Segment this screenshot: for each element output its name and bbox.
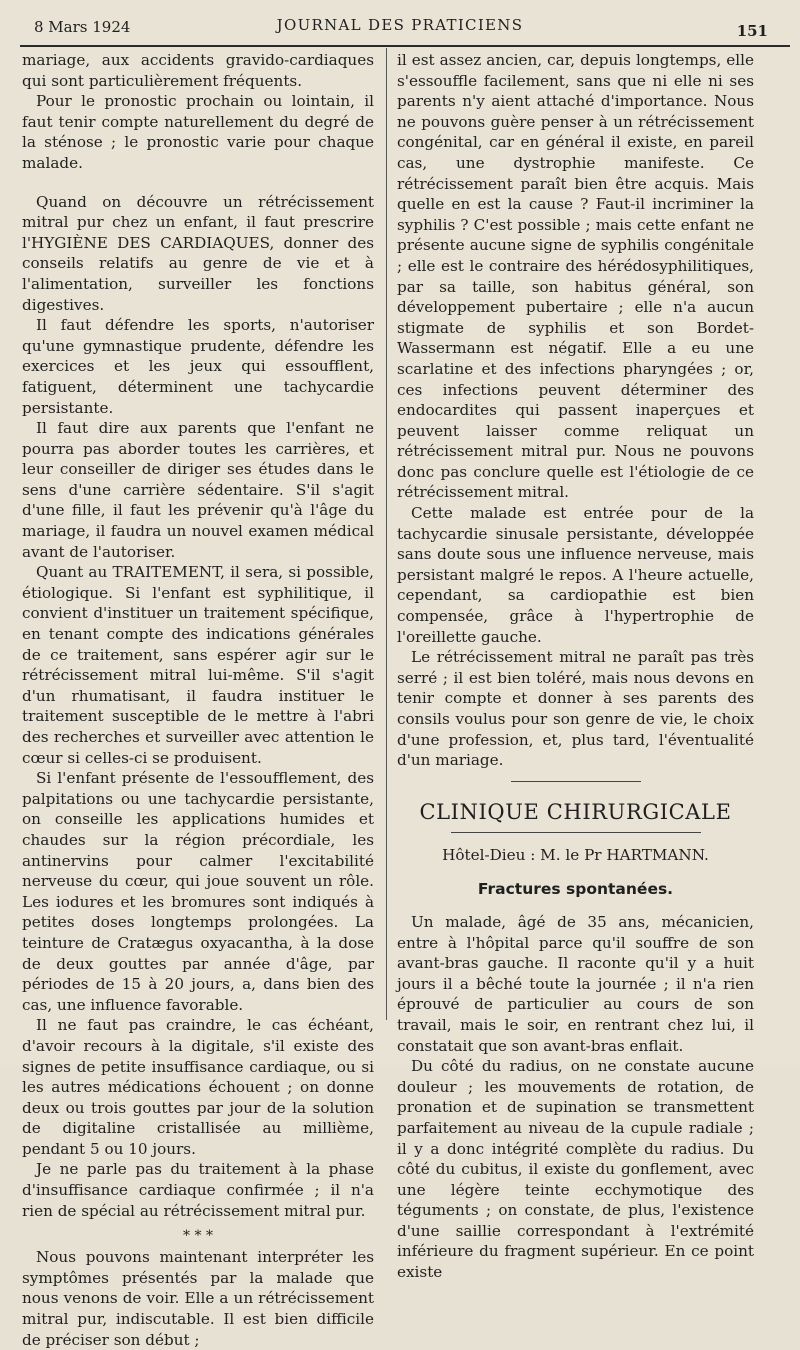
paragraph: Il faut dire aux parents que l'enfant ne pourra pas aborder toutes les carrières, et leur conseiller de diriger ses études dans le sens d'une carrière sédentaire. S'il s'agit d'une fille, il faut les prévenir qu'à l'âge du mariage, il faudra un nouvel examen médical avant de l'autoriser. — [22, 419, 374, 561]
header-divider — [20, 45, 790, 47]
paragraph: Je ne parle pas du traitement à la phase d'insuffisance cardiaque confirmée ; il n'a rien de spécial au rétrécissement mitral pur. — [22, 1160, 374, 1220]
paragraph: Le rétrécissement mitral ne paraît pas très serré ; il est bien toléré, mais nous devons en tenir compte et donner à ses parents des consils voulus pour son genre de vie, le choix d'une profession, et, plus tard, l'éventualité d'un mariage. — [397, 648, 754, 770]
paragraph: Nous pouvons maintenant interpréter les symptômes présentés par la malade que nous venons de voir. Elle a un rétrécissement mitral pur, indiscutable. Il est bien difficile de préciser son début ; — [22, 1248, 374, 1349]
section-end-rule — [511, 781, 641, 782]
paragraph: mariage, aux accidents gravido-cardiaques qui sont particulièrement fréquents. — [22, 51, 374, 90]
paragraph: Si l'enfant présente de l'essoufflement, des palpitations ou une tachycardie persistante, on conseille les applications humides et chaudes sur la région précordiale, les antinervins pour calmer l'excitabilité nerveuse du cœur, qui joue souvent un rôle. Les iodures et les bromures sont indiqués à petites doses longtemps prolongées. La teinture de Cratægus oxyacantha, à la dose de deux gouttes par année d'âge, par périodes de 15 à 20 jours, a, dans bien des cas, une influence favorable. — [22, 769, 374, 1014]
issue-date: 8 Mars 1924 — [34, 18, 131, 36]
page-number: 151 — [736, 22, 768, 40]
page-header — [0, 16, 800, 40]
asterism-separator: * * * — [183, 1228, 213, 1245]
article-title: Fractures spontanées. — [477, 880, 674, 899]
paragraph: Un malade, âgé de 35 ans, mécanicien, entre à l'hôpital parce qu'il souffre de son avant-bras gauche. Il raconte qu'il y a huit jours il a bêché toute la journée ; il n'a rien éprouvé de particulier au cours de son travail, mais le soir, en rentrant chez lui, il constatait que son avant-bras enflait. — [397, 912, 754, 1055]
paragraph: il est assez ancien, car, depuis longtemps, elle s'essouffle facilement, sans que ni elle ni ses parents n'y aient attaché d'importance. Nous ne pouvons guère penser à un rétrécissement congénital, car en général il existe, en pareil cas, une dystrophie manifeste. Ce rétrécissement paraît bien être acquis. Mais quelle en est la cause ? Faut-il incriminer la syphilis ? C'est possible ; mais cette enfant ne présente aucune signe de syphilis congénitale ; elle est le contraire des hérédosyphilitiques, par sa taille, son habitus général, son développement pubertaire ; elle n'a aucun stigmate de syphilis et son Bordet-Wassermann est négatif. Elle a eu une scarlatine et des infections pharyngées ; or, ces infections peuvent déterminer des endocardites qui passent inaperçues et peuvent laisser comme reliquat un rétrécissement mitral pur. Nous ne pouvons donc pas conclure quelle est l'étiologie de ce rétrécissement mitral. — [397, 51, 754, 502]
journal-title: JOURNAL DES PRATICIENS — [276, 16, 524, 34]
section-title: CLINIQUE CHIRURGICALE — [419, 799, 732, 824]
paragraph: Il ne faut pas craindre, le cas échéant, d'avoir recours à la digitale, s'il existe des signes de petite insuffisance cardiaque, ou si les autres médications échouent ; on donne deux ou trois gouttes par jour de la solution de digitaline cristallisée au millième, pendant 5 ou 10 jours. — [22, 1016, 374, 1158]
clinic-subtitle: Hôtel-Dieu : M. le Pr HARTMANN. — [442, 845, 709, 864]
section-title-rule — [451, 832, 701, 833]
column-divider — [386, 48, 387, 1020]
paragraph: Du côté du radius, on ne constate aucune douleur ; les mouvements de rotation, de pronation et de supination se transmettent parfaitement au niveau de la cupule radiale ; il y a donc intégrité complète du radius. Du côté du cubitus, il existe du gonflement, avec une légère teinte ecchymotique des téguments ; on constate, de plus, l'existence d'une saillie correspondant à l'extrémité inférieure du fragment supérieur. En ce point existe — [397, 1057, 754, 1282]
paragraph: Pour le pronostic prochain ou lointain, il faut tenir compte naturellement du degré de la sténose ; le pronostic varie pour chaque malade. — [22, 92, 374, 172]
paragraph: Il faut défendre les sports, n'autoriser qu'une gymnastique prudente, défendre les exercices et les jeux qui essoufflent, fatiguent, déterminent une tachycardie persistante. — [22, 316, 374, 417]
paragraph: Quand on découvre un rétrécissement mitral pur chez un enfant, il faut prescrire l'HYGIÈNE DES CARDIAQUES, donner des conseils relatifs au genre de vie et à l'alimentation, surveiller les fonctions digestives. — [22, 192, 374, 314]
paragraph: Quant au TRAITEMENT, il sera, si possible, étiologique. Si l'enfant est syphilitique, il convient d'instituer un traitement spécifique, en tenant compte des indications générales de ce traitement, sans espérer agir sur le rétrécissement mitral lui-même. S'il s'agit d'un rhumatisant, il faudra instituer le traitement susceptible de le mettre à l'abri des recherches et surveiller avec attention le cœur si celles-ci se produisent. — [22, 563, 374, 767]
paragraph: Cette malade est entrée pour de la tachycardie sinusale persistante, développée sans doute sous une influence nerveuse, mais persistant malgré le repos. A l'heure actuelle, cependant, sa cardiopathie est bien compensée, grâce à l'hypertrophie de l'oreillette gauche. — [397, 504, 754, 646]
right-column — [397, 50, 754, 1283]
left-column — [22, 50, 374, 1350]
